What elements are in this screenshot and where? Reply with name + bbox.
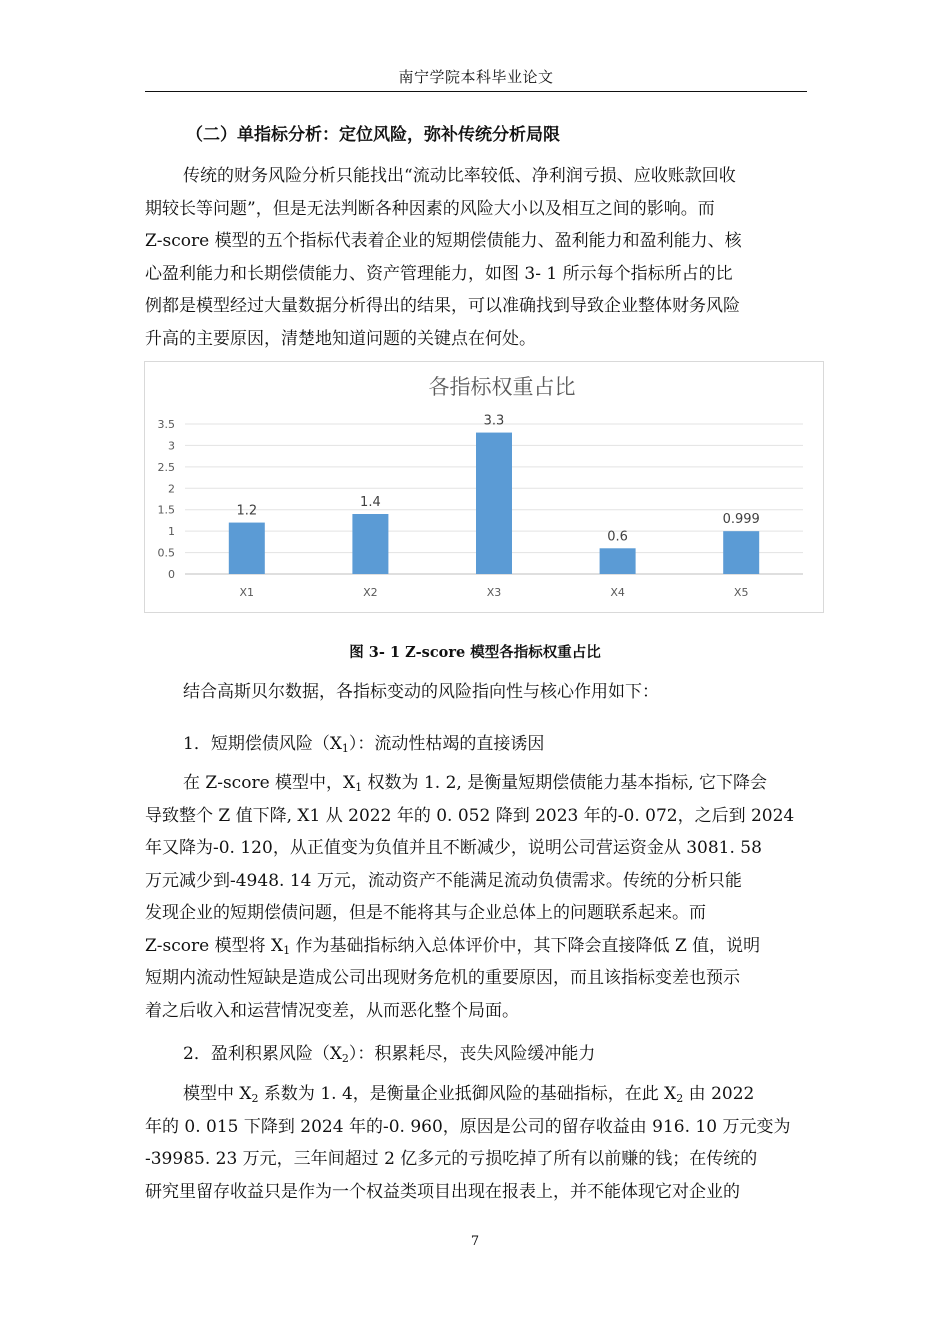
- running-header: 南宁学院本科毕业论文: [398, 68, 554, 86]
- text-line: 模型中 $X_2$ 系数为 1. 4，是衡量企业抵御风险的基础指标，在此 $X_2$ 由 2022: [183, 1084, 755, 1105]
- text-line: 例都是模型经过大量数据分析得出的结果，可以准确找到导致企业整体财务风险: [145, 296, 740, 316]
- y-tick-label: 1: [168, 525, 175, 539]
- item-subscript: 2: [341, 1052, 349, 1065]
- y-tick-label: 3: [168, 439, 175, 453]
- bar-x4: [600, 548, 636, 574]
- data-label: 1.2: [236, 503, 258, 519]
- x-tick-label: X3: [486, 586, 502, 599]
- x-tick-label: X2: [363, 586, 378, 599]
- page-number: 7: [470, 1234, 480, 1249]
- bar-x2: [352, 514, 388, 574]
- text-line: 短期内流动性短缺是造成公司出现财务危机的重要原因，而且该指标变差也预示: [145, 968, 740, 988]
- y-tick-label: 0.5: [157, 546, 175, 560]
- text-line: 心盈利能力和长期偿债能力、资产管理能力，如图 3- 1 所示每个指标所占的比: [145, 263, 733, 284]
- text-line: 万元减少到-4948. 14 万元，流动资产不能满足流动负债需求。传统的分析只能: [145, 870, 742, 891]
- paragraph-intro: [145, 160, 807, 355]
- text-line: 年的 0. 015 下降到 2024 年的-0. 960，原因是公司的留存收益由 916. 10 万元变为: [145, 1116, 791, 1137]
- paragraph-x1: [145, 767, 807, 1027]
- section-title: （二）单指标分析：定位风险，弥补传统分析局限: [186, 125, 560, 145]
- bar-x1: [229, 523, 265, 574]
- item-suffix: ）：积累耗尽，丧失风险缓冲能力: [348, 1044, 596, 1064]
- data-label: 3.3: [483, 413, 505, 429]
- y-tick-label: 3.5: [157, 418, 175, 431]
- bar-x5: [723, 531, 759, 574]
- y-tick-label: 2.5: [157, 460, 175, 474]
- x-tick-label: X1: [239, 586, 255, 599]
- text-line: 研究里留存收益只是作为一个权益类项目出现在报表上，并不能体现它对企业的: [145, 1181, 740, 1202]
- data-label: 0.999: [722, 512, 760, 528]
- item-subscript: 1: [341, 742, 349, 755]
- paragraph-x2: [145, 1078, 807, 1208]
- y-tick-label: 1.5: [157, 503, 175, 517]
- text-line: 升高的主要原因，清楚地知道问题的关键点在何处。: [145, 328, 536, 349]
- text-line: 发现企业的短期偿债问题，但是不能将其与企业总体上的问题联系起来。而: [145, 903, 706, 923]
- x-tick-label: X4: [610, 586, 625, 599]
- paragraph-lead: [183, 676, 807, 709]
- text-line: -39985. 23 万元，三年间超过 2 亿多元的亏损吃掉了所有以前赚的钱；在传统的: [145, 1149, 758, 1169]
- text-line: Z-score 模型的五个指标代表着企业的短期偿债能力、盈利能力和盈利能力、核: [145, 231, 742, 251]
- bar-chart: [144, 361, 824, 613]
- bar-x3: [476, 433, 512, 574]
- item-prefix: 2．盈利积累风险（X: [183, 1044, 342, 1064]
- data-label: 1.4: [360, 495, 381, 510]
- text-line: 在 Z-score 模型中，$X_1$ 权数为 1. 2, 是衡量短期偿债能力基本指标, 它下降会: [183, 773, 768, 794]
- list-item-short-term: [183, 729, 544, 755]
- text-line: 导致整个 Z 值下降, X1 从 2022 年的 0. 052 降到 2023 年的-0. 072，之后到 2024: [145, 805, 795, 826]
- list-item-profit: [183, 1039, 595, 1065]
- text-line: 结合高斯贝尔数据，各指标变动的风险指向性与核心作用如下：: [183, 682, 659, 702]
- text-line: 期较长等问题”，但是无法判断各种因素的风险大小以及相互之间的影响。而: [145, 198, 715, 219]
- text-line: 传统的财务风险分析只能找出“流动比率较低、净利润亏损、应收账款回收: [183, 166, 736, 186]
- chart-title: 各指标权重占比: [428, 375, 576, 399]
- text-line: 年又降为-0. 120，从正值变为负值并且不断减少，说明公司营运资金从 3081. 58: [145, 838, 762, 858]
- figure-caption: 图 3- 1 Z-score 模型各指标权重占比: [349, 644, 601, 661]
- bar-chart-svg: [145, 362, 823, 612]
- data-label: 0.6: [607, 529, 628, 545]
- y-tick-label: 2: [168, 482, 175, 496]
- text-line: Z-score 模型将 $X_1$ 作为基础指标纳入总体评价中，其下降会直接降低 Z 值，说明: [145, 935, 761, 957]
- item-prefix: 1．短期偿债风险（X: [183, 734, 342, 754]
- item-suffix: ）：流动性枯竭的直接诱因: [348, 734, 545, 754]
- text-line: 着之后收入和运营情况变差，从而恶化整个局面。: [145, 1000, 519, 1021]
- header-rule: [145, 91, 807, 92]
- y-tick-label: 0: [168, 568, 175, 581]
- x-tick-label: X5: [733, 586, 749, 599]
